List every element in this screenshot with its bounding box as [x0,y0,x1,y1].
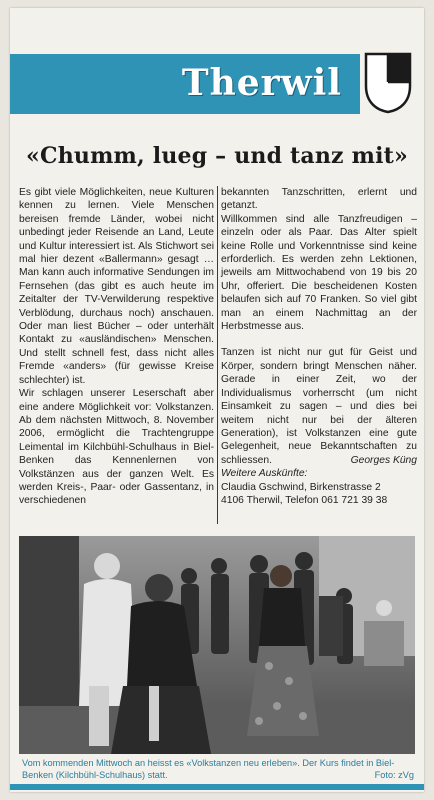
info-line: 4106 Therwil, Telefon 061 721 39 38 [221,494,388,506]
dance-photo [19,536,415,754]
column-divider [217,186,218,524]
section-banner [10,54,360,114]
therwil-crest-icon [364,52,412,114]
paragraph: bekannten Tanzschritten, erlernt und getanzt. [221,187,417,212]
paragraph: Wir schlagen unserer Leserschaft aber eine andere Möglichkeit vor: Volkstanzen. Ab dem nächsten Mittwoch, 8. November 2006, ermöglicht die Trachtengruppe Leimental im Kilchbühl-Schulhaus in Biel-Benken das Kennenlernen von Volkstänzen aus der ganzen Welt. Es werden Kreis-, Paar- oder Gassentanz, in verschiedenen [19,388,214,507]
info-line: Claudia Gschwind, Birkenstrasse 2 [221,481,381,493]
newspaper-clipping [10,8,424,792]
article-column-left [19,186,214,508]
bottom-accent-bar [10,784,424,790]
info-title: Weitere Auskünfte: [221,468,308,480]
article-headline: «Chumm, lueg – und tanz mit» [26,143,408,169]
paragraph-text: Tanzen ist nicht nur gut für Geist und Körper, sondern bringt Menschen näher. Gerade in einer Zeit, wo der Individualismus vorherrscht (um nicht Einsamkeit zu sagen – und dies bei weitem nicht nur bei der älteren Generation), ist Volkstanzen eine gute Gelegenheit, neue Bekanntschaften zu schliessen. [221,347,417,466]
paragraph [221,346,417,467]
article-column-right [221,186,417,507]
photo-caption [22,757,414,781]
paragraph: Willkommen sind alle Tanzfreudigen – einzeln oder als Paar. Das Alter spielt keine Rolle und Vorkenntnisse sind keine erforderlich. Es werden zehn Lektionen, jeweils am Mittwochabend von 19 bis 20 Uhr, offeriert. Die bescheidenen Kosten belaufen sich auf 70 Franken. So viel gibt man an einem Nachmittag an der Herbstmesse aus. [221,213,417,333]
photo-credit: Foto: zVg [374,770,414,780]
paragraph: Es gibt viele Möglichkeiten, neue Kulturen kennen zu lernen. Viele Menschen bereisen fremde Länder, wobei nicht unbedingt jeder Reisende an Land, Leute und Kultur interessiert ist. Als Stichwort sei mal hier dezent «Ballermann» gesagt … Man kann auch informative Sendungen im Fernsehen (das gibt es auch heute im Zeitalter der TV-Verwilderung respektive Verblödung, durchaus noch) anschauen. Oder man liest Bücher – oder unterhält Kontakt zu «ausländischen» Menschen. Und stellt schnell fest, dass nicht alles Fremde «anders» (für gewisse Kreise schlechter) ist. [19,187,214,386]
article-author: Georges Küng [350,454,417,466]
section-title: Therwil [181,62,342,104]
caption-text: Vom kommenden Mittwoch an heisst es «Volkstanzen neu erleben». Der Kurs findet in Biel-Benken (Kilchbühl-Schulhaus) statt. [22,758,395,780]
